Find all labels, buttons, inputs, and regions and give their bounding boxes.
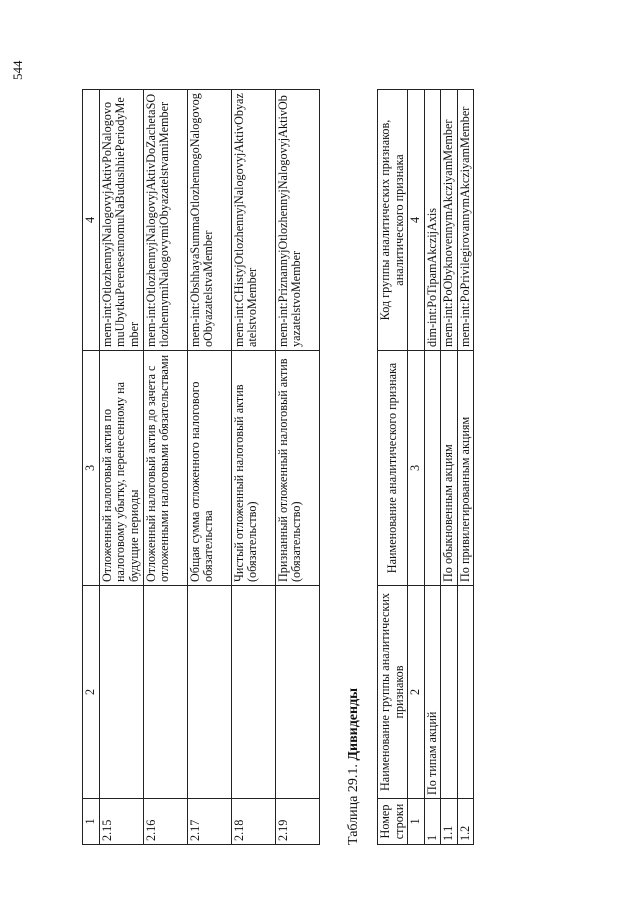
row-number-cell: 2.17 xyxy=(187,799,231,845)
code-cell: mem-int:CHistyjOtlozhennyjNalogovyjAktivObyazatelstvoMember xyxy=(231,90,275,351)
table-caption-title: Дивиденды xyxy=(346,687,361,761)
code-cell: mem-int:PriznannyjOtlozhennyjNalogovyjAktivObyazatelstvoMember xyxy=(275,90,319,351)
row-number-cell: 1 xyxy=(424,799,441,845)
header-cell: 4 xyxy=(408,90,425,351)
column-header: Код группы аналитических признаков, аналитического признака xyxy=(378,90,408,351)
table-row xyxy=(457,90,474,845)
code-cell: mem-int:OtlozhennyjNalogovyjAktivPoNalogovomuUbytkuPerenesennomuNaBudushhiePeriodyMember xyxy=(99,90,143,351)
table-continuation xyxy=(82,89,320,845)
table-header-row xyxy=(83,90,100,845)
table-row xyxy=(99,90,143,845)
code-cell: mem-int:PoPrivilegirovannymAkcziyamMember xyxy=(457,90,474,351)
name-cell: Общая сумма отложенного налогового обязательства xyxy=(187,351,231,586)
code-cell: dim-int:PoTipamAkczijAxis xyxy=(424,90,441,351)
group-cell xyxy=(99,586,143,799)
table-row xyxy=(275,90,319,845)
table-row xyxy=(424,90,441,845)
header-cell: 2 xyxy=(83,586,100,799)
header-cell: 3 xyxy=(408,351,425,586)
table-caption-prefix: Таблица 29.1. xyxy=(346,760,361,845)
header-cell: 1 xyxy=(408,799,425,845)
group-cell xyxy=(457,586,474,799)
row-number-cell: 2.16 xyxy=(143,799,187,845)
header-cell: 3 xyxy=(83,351,100,586)
column-header: Наименование группы аналитических признаков xyxy=(378,586,408,799)
group-cell xyxy=(275,586,319,799)
table-caption xyxy=(346,688,362,845)
code-cell: mem-int:ObshhayaSummaOtlozhennogoNalogovogoObyazatelstvaMember xyxy=(187,90,231,351)
code-cell: mem-int:PoObyknovennymAkcziyamMember xyxy=(441,90,458,351)
group-cell xyxy=(143,586,187,799)
row-number-cell: 1.2 xyxy=(457,799,474,845)
row-number-cell: 2.18 xyxy=(231,799,275,845)
column-header: Наименование аналитического признака xyxy=(378,351,408,586)
group-cell: По типам акций xyxy=(424,586,441,799)
name-cell: Отложенный налоговый актив до зачета с отложенными налоговыми обязательствами xyxy=(143,351,187,586)
code-cell: mem-int:OtlozhennyjNalogovyjAktivDoZachetaSOtlozhennymiNalogovymiObyazatelstvamiMember xyxy=(143,90,187,351)
row-number-cell: 2.15 xyxy=(99,799,143,845)
column-header: Номер строки xyxy=(378,799,408,845)
table-row xyxy=(143,90,187,845)
row-number-cell: 1.1 xyxy=(441,799,458,845)
name-cell: Отложенный налоговый актив по налоговому убытку, перенесенному на будущие периоды xyxy=(99,351,143,586)
table-header-row xyxy=(408,90,425,845)
table-column-header-row xyxy=(378,90,408,845)
page-number: 544 xyxy=(10,60,25,80)
name-cell: Признанный отложенный налоговый актив (обязательство) xyxy=(275,351,319,586)
name-cell: По привилегированным акциям xyxy=(457,351,474,586)
name-cell: По обыкновенным акциям xyxy=(441,351,458,586)
group-cell xyxy=(187,586,231,799)
name-cell: Чистый отложенный налоговый актив (обязательство) xyxy=(231,351,275,586)
header-cell: 2 xyxy=(408,586,425,799)
row-number-cell: 2.19 xyxy=(275,799,319,845)
dividends-table xyxy=(377,89,474,845)
group-cell xyxy=(441,586,458,799)
header-cell: 1 xyxy=(83,799,100,845)
table-row xyxy=(441,90,458,845)
group-cell xyxy=(231,586,275,799)
name-cell xyxy=(424,351,441,586)
header-cell: 4 xyxy=(83,90,100,351)
table-row xyxy=(231,90,275,845)
table-row xyxy=(187,90,231,845)
